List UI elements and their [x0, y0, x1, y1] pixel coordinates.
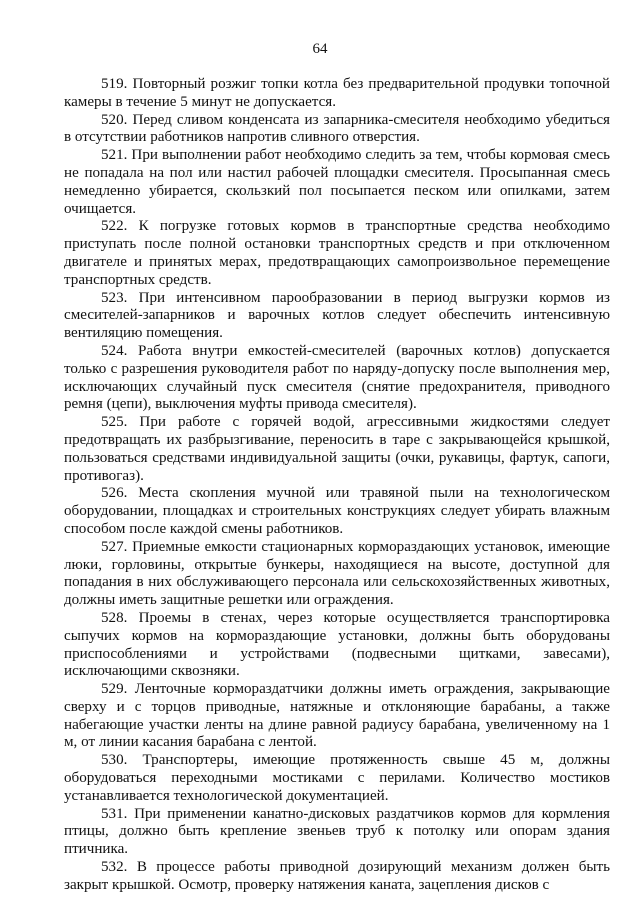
paragraph-526 — [64, 485, 610, 538]
paragraph-text: Места скопления мучной или травяной пыли на технологическом оборудовании, площадках и строительных конструкциях следует убирать влажным способом после каждой смены работников. — [64, 485, 610, 537]
paragraph-number: 530. — [101, 752, 128, 769]
paragraph-524 — [64, 343, 610, 414]
paragraph-text: Транспортеры, имеющие протяженность свыше 45 м, должны оборудоваться переходными мостиками с перилами. Количество мостиков устанавливается технологической документацией. — [64, 752, 610, 804]
paragraph-text: В процессе работы приводной дозирующий механизм должен быть закрыт крышкой. Осмотр, проверку натяжения каната, зацепления дисков с — [64, 859, 611, 893]
paragraph-527 — [64, 539, 610, 610]
paragraph-530 — [64, 752, 610, 805]
paragraph-number: 527. — [101, 538, 128, 555]
paragraph-519 — [64, 76, 610, 112]
paragraph-text: Проемы в стенах, через которые осуществляется транспортировка сыпучих кормов на кормораздающие установки, должны быть оборудованы приспособлениями и устройствами (подвесными щитками, завесами), исключающими сквозняки. — [64, 609, 610, 680]
paragraph-523 — [64, 290, 610, 343]
paragraph-529 — [64, 681, 610, 752]
paragraph-number: 532. — [101, 859, 128, 876]
paragraph-text: При интенсивном парообразовании в период выгрузки кормов из смесителей-запарников и варочных котлов следует обеспечить интенсивную вентиляцию помещения. — [64, 289, 610, 342]
paragraph-532 — [64, 859, 610, 895]
paragraph-text: При применении канатно-дисковых раздатчиков кормов для кормления птицы, должно быть крепление звеньев труб к потолку или опорам здания птичника. — [64, 805, 610, 858]
paragraph-text: При выполнении работ необходимо следить за тем, чтобы кормовая смесь не попадала на пол или настил рабочей площадки смесителя. Просыпанная смесь немедленно убирается, скользкий пол посыпается песком или опилками, затем очищается. — [64, 147, 610, 217]
paragraph-522 — [64, 218, 610, 289]
paragraph-number: 523. — [101, 289, 128, 306]
paragraph-520 — [64, 112, 610, 148]
paragraph-text: Ленточные кормораздатчики должны иметь ограждения, закрывающие сверху и с торцов приводные, натяжные и отклоняющие барабаны, а также набегающие участки ленты на длине равной радиусу барабана, увеличенному на 1 м, от линии касания барабана с лентой. — [64, 681, 610, 751]
paragraph-number: 524. — [101, 342, 128, 359]
paragraph-528 — [64, 610, 610, 681]
paragraph-text: Работа внутри емкостей-смесителей (варочных котлов) допускается только с разрешения руководителя работ по наряду-допуску после выполнения мер, исключающих случайный пуск смесителя (снятие предохранителя, приводного ремня (цепи), выключения муфты привода смесителя). — [64, 342, 610, 413]
document-body — [64, 76, 610, 895]
paragraph-521 — [64, 147, 610, 218]
paragraph-531 — [64, 806, 610, 859]
paragraph-number: 525. — [101, 414, 128, 431]
page-number: 64 — [312, 41, 328, 57]
paragraph-number: 522. — [101, 218, 128, 235]
paragraph-text: Приемные емкости стационарных кормораздающих установок, имеющие люки, горловины, открытые бункеры, находящиеся на высоте, доступной для попадания в них обслуживающего персонала или сельскохозяйственных животных, должны иметь защитные решетки или ограждения. — [64, 538, 610, 609]
paragraph-number: 531. — [101, 805, 128, 822]
paragraph-number: 529. — [101, 681, 128, 698]
paragraph-number: 521. — [101, 147, 128, 164]
paragraph-text: При работе с горячей водой, агрессивными жидкостями следует предотвращать их разбрызгивание, переносить в таре с закрывающейся крышкой, пользоваться средствами индивидуальной защиты (очки, рукавицы, фартук, сапоги, противогаз). — [64, 414, 610, 484]
paragraph-text: Повторный розжиг топки котла без предварительной продувки топочной камеры в течение 5 минут не допускается. — [64, 76, 610, 110]
paragraph-number: 520. — [101, 111, 128, 128]
paragraph-text: Перед сливом конденсата из запарника-смесителя необходимо убедиться в отсутствии работников напротив сливного отверстия. — [64, 111, 610, 146]
paragraph-text: К погрузке готовых кормов в транспортные средства необходимо приступать после полной остановки транспортных средств и при отключенном двигателе и принятых мерах, предотвращающих самопроизвольное перемещение транспортных средств. — [64, 218, 610, 288]
paragraph-number: 519. — [101, 76, 128, 92]
paragraph-525 — [64, 414, 610, 485]
paragraph-number: 526. — [101, 485, 128, 502]
paragraph-number: 528. — [101, 609, 128, 626]
